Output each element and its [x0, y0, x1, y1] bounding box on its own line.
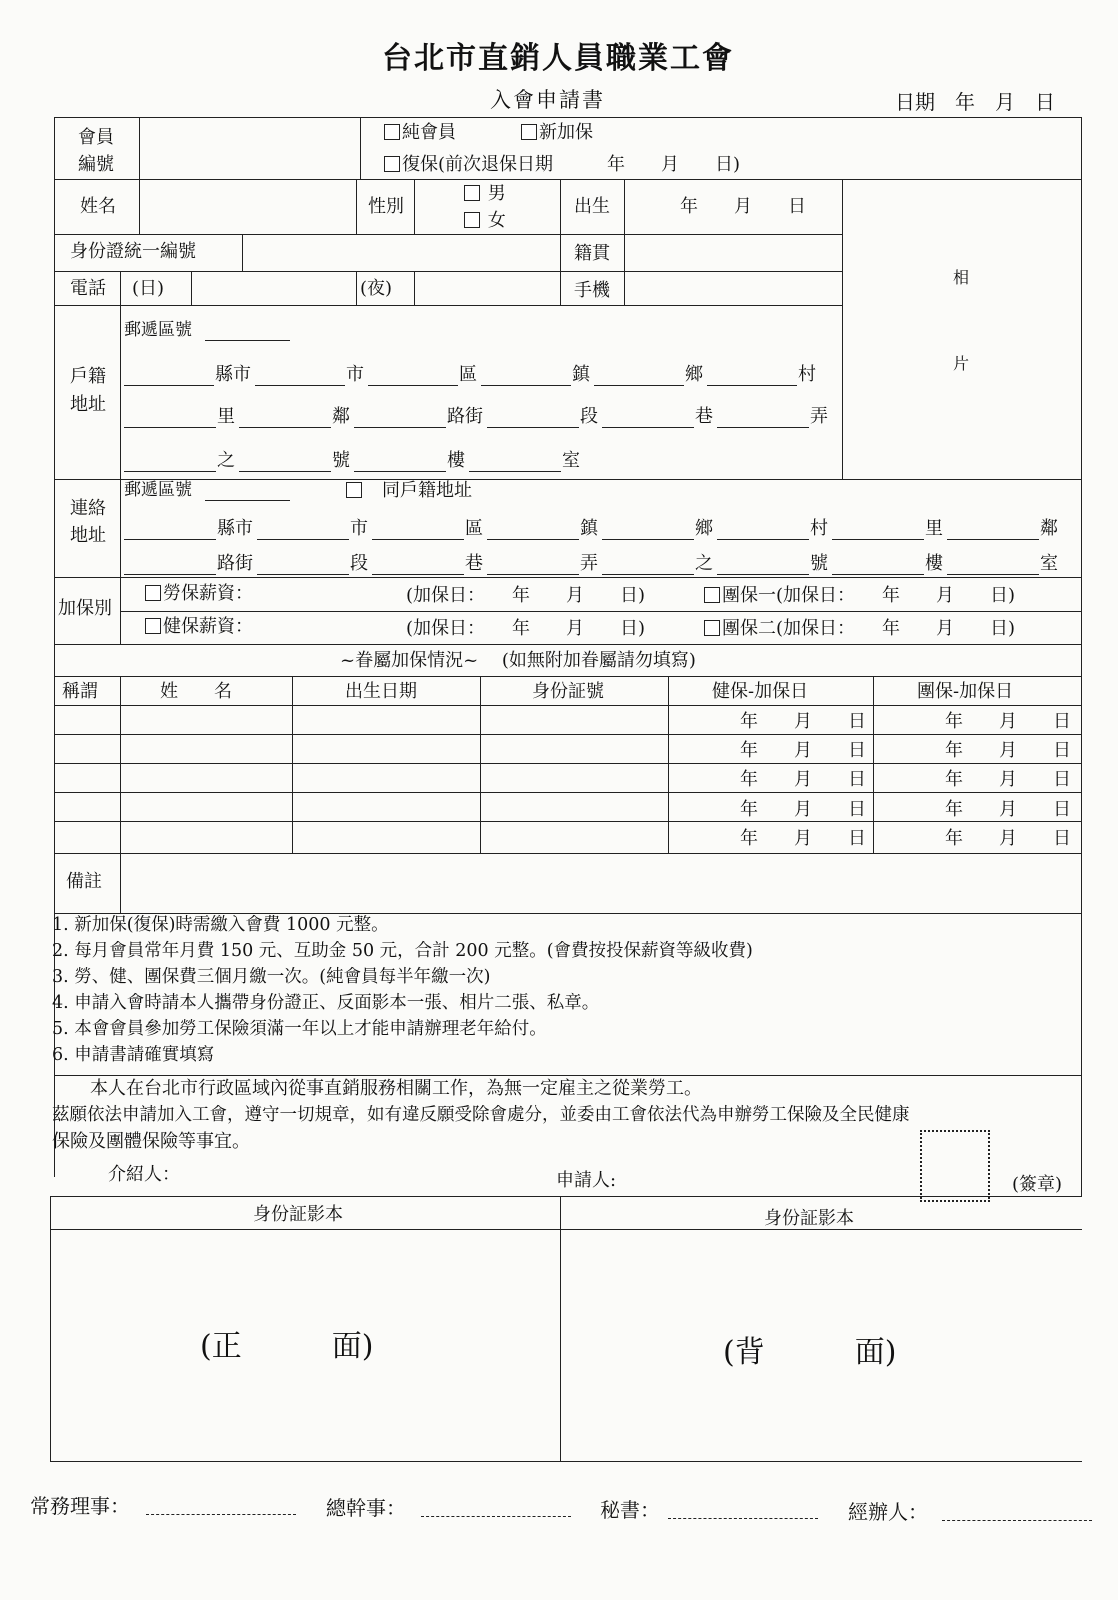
address-blank[interactable]	[717, 539, 809, 540]
id-number-field[interactable]	[245, 236, 557, 269]
address-unit-label: 鄰	[1040, 518, 1058, 539]
address-unit-label: 市	[346, 364, 364, 385]
id-front-label: (正 面)	[200, 1329, 374, 1364]
dependent-date-field[interactable]: 年 月 日	[740, 798, 866, 820]
group1-checkbox[interactable]	[704, 587, 720, 603]
address-blank[interactable]	[368, 385, 458, 386]
address-blank[interactable]	[947, 539, 1039, 540]
address-unit-label: 路街	[217, 553, 253, 574]
dependent-date-field[interactable]: 年 月 日	[945, 798, 1071, 820]
address-blank[interactable]	[594, 385, 684, 386]
note-item: 3. 勞、健、團保費三個月繳一次。(純會員每半年繳一次)	[52, 967, 491, 987]
note-item: 4. 申請入會時請本人攜帶身份證正、反面影本一張、相片二張、私章。	[52, 993, 600, 1013]
household-label-2: 地址	[70, 394, 106, 415]
option-resume[interactable]: 復保(前次退保日期 年 月 日)	[384, 156, 740, 174]
address-blank[interactable]	[239, 427, 331, 428]
dependents-header-cell: 團保-加保日	[917, 681, 1014, 702]
address-unit-label: 號	[332, 450, 350, 471]
dependent-date-field[interactable]: 年 月 日	[945, 740, 1071, 762]
address-blank[interactable]	[717, 574, 809, 575]
household-zip-label: 郵遞區號	[124, 320, 192, 340]
address-unit-label: 市	[350, 518, 368, 539]
photo-label-1: 相	[953, 268, 970, 287]
origin-label: 籍貫	[574, 243, 610, 264]
origin-field[interactable]	[627, 236, 839, 269]
address-blank[interactable]	[487, 427, 579, 428]
address-blank[interactable]	[354, 471, 446, 472]
introducer-label: 介紹人：	[108, 1164, 180, 1185]
contact-zip-line[interactable]	[205, 500, 290, 501]
group-insurance-1[interactable]: 團保一(加保日： 年 月 日)	[704, 587, 1015, 605]
address-unit-label: 鎮	[580, 518, 598, 539]
address-blank[interactable]	[487, 539, 579, 540]
gender-male[interactable]: 男	[464, 185, 506, 203]
labor-date[interactable]: (加保日： 年 月 日)	[406, 585, 646, 606]
address-unit-label: 樓	[447, 450, 465, 471]
contact-label-2: 地址	[70, 525, 106, 546]
id-copy-right-title: 身份証影本	[764, 1208, 854, 1229]
secretary-general-line[interactable]	[421, 1516, 571, 1517]
dependent-date-field[interactable]: 年 月 日	[740, 711, 866, 732]
address-unit-label: 室	[1040, 553, 1058, 574]
note-item: 1. 新加保(復保)時需繳入會費 1000 元整。	[52, 915, 389, 935]
health-wage[interactable]: 健保薪資：	[145, 618, 253, 636]
member-no-label: 會員 編號	[78, 127, 114, 175]
name-field[interactable]	[142, 182, 352, 232]
id-number-label: 身份證統一編號	[70, 241, 196, 262]
org-title: 台北市直銷人員職業工會	[382, 41, 734, 76]
pure-member-checkbox[interactable]	[384, 124, 400, 140]
address-unit-label: 之	[695, 553, 713, 574]
labor-wage[interactable]: 勞保薪資：	[145, 585, 253, 603]
phone-day-field[interactable]	[194, 273, 352, 303]
address-blank[interactable]	[602, 539, 694, 540]
handler-line[interactable]	[942, 1520, 1092, 1521]
footer-handler: 經辦人：	[848, 1502, 928, 1522]
dependent-date-field[interactable]: 年 月 日	[945, 827, 1071, 849]
dependent-date-field[interactable]: 年 月 日	[740, 827, 866, 849]
same-address-checkbox[interactable]	[346, 482, 362, 498]
contact-label-1: 連絡	[70, 498, 106, 519]
new-insured-checkbox[interactable]	[521, 124, 537, 140]
gender-female[interactable]: 女	[464, 212, 506, 230]
dependents-header-cell: 健保-加保日	[712, 681, 809, 702]
resume-checkbox[interactable]	[384, 156, 400, 172]
mobile-label: 手機	[574, 280, 610, 301]
address-blank[interactable]	[717, 427, 809, 428]
address-blank[interactable]	[832, 539, 924, 540]
address-unit-label: 縣市	[215, 364, 251, 385]
address-unit-label: 村	[810, 518, 828, 539]
applicant-label: 申請人:	[556, 1170, 617, 1191]
address-unit-label: 弄	[580, 553, 598, 574]
address-unit-label: 村	[798, 364, 816, 385]
dependent-date-field[interactable]: 年 月 日	[740, 740, 866, 762]
dependent-date-field[interactable]: 年 月 日	[945, 769, 1071, 791]
remarks-label: 備註	[66, 871, 102, 892]
address-unit-label: 之	[217, 450, 235, 471]
date-line: 日期 年 月 日	[895, 90, 1055, 114]
address-unit-label: 鎮	[572, 364, 590, 385]
address-blank[interactable]	[372, 539, 464, 540]
declaration-line-2: 茲願依法申請加入工會，遵守一切規章，如有違反願受除會處分，並委由工會依法代為申辦勞工保險及全民健康	[52, 1105, 910, 1125]
birth-label: 出生	[574, 196, 610, 217]
dependents-header-cell: 稱謂	[62, 681, 98, 702]
phone-night-field[interactable]	[417, 273, 557, 303]
address-blank[interactable]	[354, 427, 446, 428]
dependent-date-field[interactable]: 年 月 日	[945, 711, 1071, 732]
female-checkbox[interactable]	[464, 212, 480, 228]
address-unit-label: 里	[925, 518, 943, 539]
address-blank[interactable]	[602, 574, 694, 575]
photo-label-2: 片	[953, 354, 970, 373]
address-blank[interactable]	[372, 574, 464, 575]
address-unit-label: 巷	[695, 406, 713, 427]
dependent-date-field[interactable]: 年 月 日	[740, 769, 866, 791]
form-title: 入會申請書	[490, 88, 605, 112]
insurance-label: 加保別	[58, 598, 112, 619]
address-blank[interactable]	[124, 539, 216, 540]
address-blank[interactable]	[947, 574, 1039, 575]
group-insurance-2[interactable]: 團保二(加保日： 年 月 日)	[704, 620, 1015, 638]
address-unit-label: 號	[810, 553, 828, 574]
address-unit-label: 鄉	[685, 364, 703, 385]
secretary-line[interactable]	[668, 1518, 818, 1519]
contact-zip-label: 郵遞區號	[124, 480, 192, 500]
address-unit-label: 室	[562, 450, 580, 471]
declaration-line-1: 本人在台北市行政區域內從事直銷服務相關工作，為無一定雇主之從業勞工。	[90, 1078, 702, 1099]
labor-checkbox[interactable]	[145, 585, 161, 601]
dependents-header-cell: 姓 名	[160, 681, 232, 702]
footer-director: 常務理事：	[30, 1496, 130, 1516]
address-blank[interactable]	[257, 539, 349, 540]
address-blank[interactable]	[481, 385, 571, 386]
group2-checkbox[interactable]	[704, 620, 720, 636]
household-zip-line[interactable]	[205, 340, 290, 341]
footer-secretary: 秘書：	[600, 1500, 660, 1520]
note-item: 2. 每月會員常年月費 150 元、互助金 50 元，合計 200 元整。(會費按投保薪資等級收費)	[52, 941, 753, 961]
mobile-field[interactable]	[627, 273, 839, 303]
health-checkbox[interactable]	[145, 618, 161, 634]
address-unit-label: 區	[459, 364, 477, 385]
address-blank[interactable]	[832, 574, 924, 575]
address-blank[interactable]	[707, 385, 797, 386]
note-item: 6. 申請書請確實填寫	[52, 1045, 215, 1065]
address-blank[interactable]	[124, 574, 216, 575]
address-unit-label: 縣市	[217, 518, 253, 539]
address-unit-label: 段	[580, 406, 598, 427]
option-new-insured[interactable]: 新加保	[521, 124, 593, 142]
address-unit-label: 樓	[925, 553, 943, 574]
director-line[interactable]	[146, 1514, 296, 1515]
id-copy-left-title: 身份証影本	[253, 1204, 343, 1225]
dependents-header-cell: 身份証號	[532, 681, 604, 702]
address-unit-label: 鄰	[332, 406, 350, 427]
member-no-field[interactable]	[142, 120, 357, 176]
seal-box[interactable]	[920, 1130, 990, 1202]
address-unit-label: 路街	[447, 406, 483, 427]
address-blank[interactable]	[124, 385, 214, 386]
id-back-label: (背 面)	[723, 1335, 897, 1370]
declaration-line-3: 保險及團體保險等事宜。	[52, 1131, 250, 1152]
address-blank[interactable]	[124, 427, 216, 428]
phone-label: 電話	[70, 278, 106, 299]
footer-secretary-general: 總幹事：	[326, 1498, 406, 1518]
address-unit-label: 里	[217, 406, 235, 427]
address-blank[interactable]	[239, 471, 331, 472]
same-as-household[interactable]: 同戶籍地址	[346, 482, 472, 500]
address-blank[interactable]	[255, 385, 345, 386]
option-pure-member[interactable]: 純會員	[384, 124, 456, 142]
address-blank[interactable]	[124, 471, 216, 472]
household-label-1: 戶籍	[70, 366, 106, 387]
phone-night-label: (夜)	[360, 278, 393, 299]
dependents-title: ~眷屬加保情況~ (如無附加眷屬請勿填寫)	[340, 650, 696, 671]
birth-date-field[interactable]: 年 月 日	[680, 196, 806, 217]
address-blank[interactable]	[469, 471, 561, 472]
dependents-header-cell: 出生日期	[345, 681, 417, 702]
address-blank[interactable]	[487, 574, 579, 575]
gender-label: 性別	[368, 196, 404, 217]
health-date[interactable]: (加保日： 年 月 日)	[406, 618, 646, 639]
note-item: 5. 本會會員參加勞工保險須滿一年以上才能申請辦理老年給付。	[52, 1019, 547, 1039]
remarks-field[interactable]	[123, 856, 1078, 910]
photo-area	[845, 182, 1079, 476]
address-blank[interactable]	[257, 574, 349, 575]
male-checkbox[interactable]	[464, 185, 480, 201]
address-unit-label: 巷	[465, 553, 483, 574]
address-unit-label: 弄	[810, 406, 828, 427]
phone-day-label: (日)	[132, 278, 165, 299]
seal-label: (簽章)	[1012, 1174, 1063, 1195]
name-label: 姓名	[80, 196, 116, 217]
address-unit-label: 段	[350, 553, 368, 574]
address-unit-label: 鄉	[695, 518, 713, 539]
address-unit-label: 區	[465, 518, 483, 539]
address-blank[interactable]	[602, 427, 694, 428]
